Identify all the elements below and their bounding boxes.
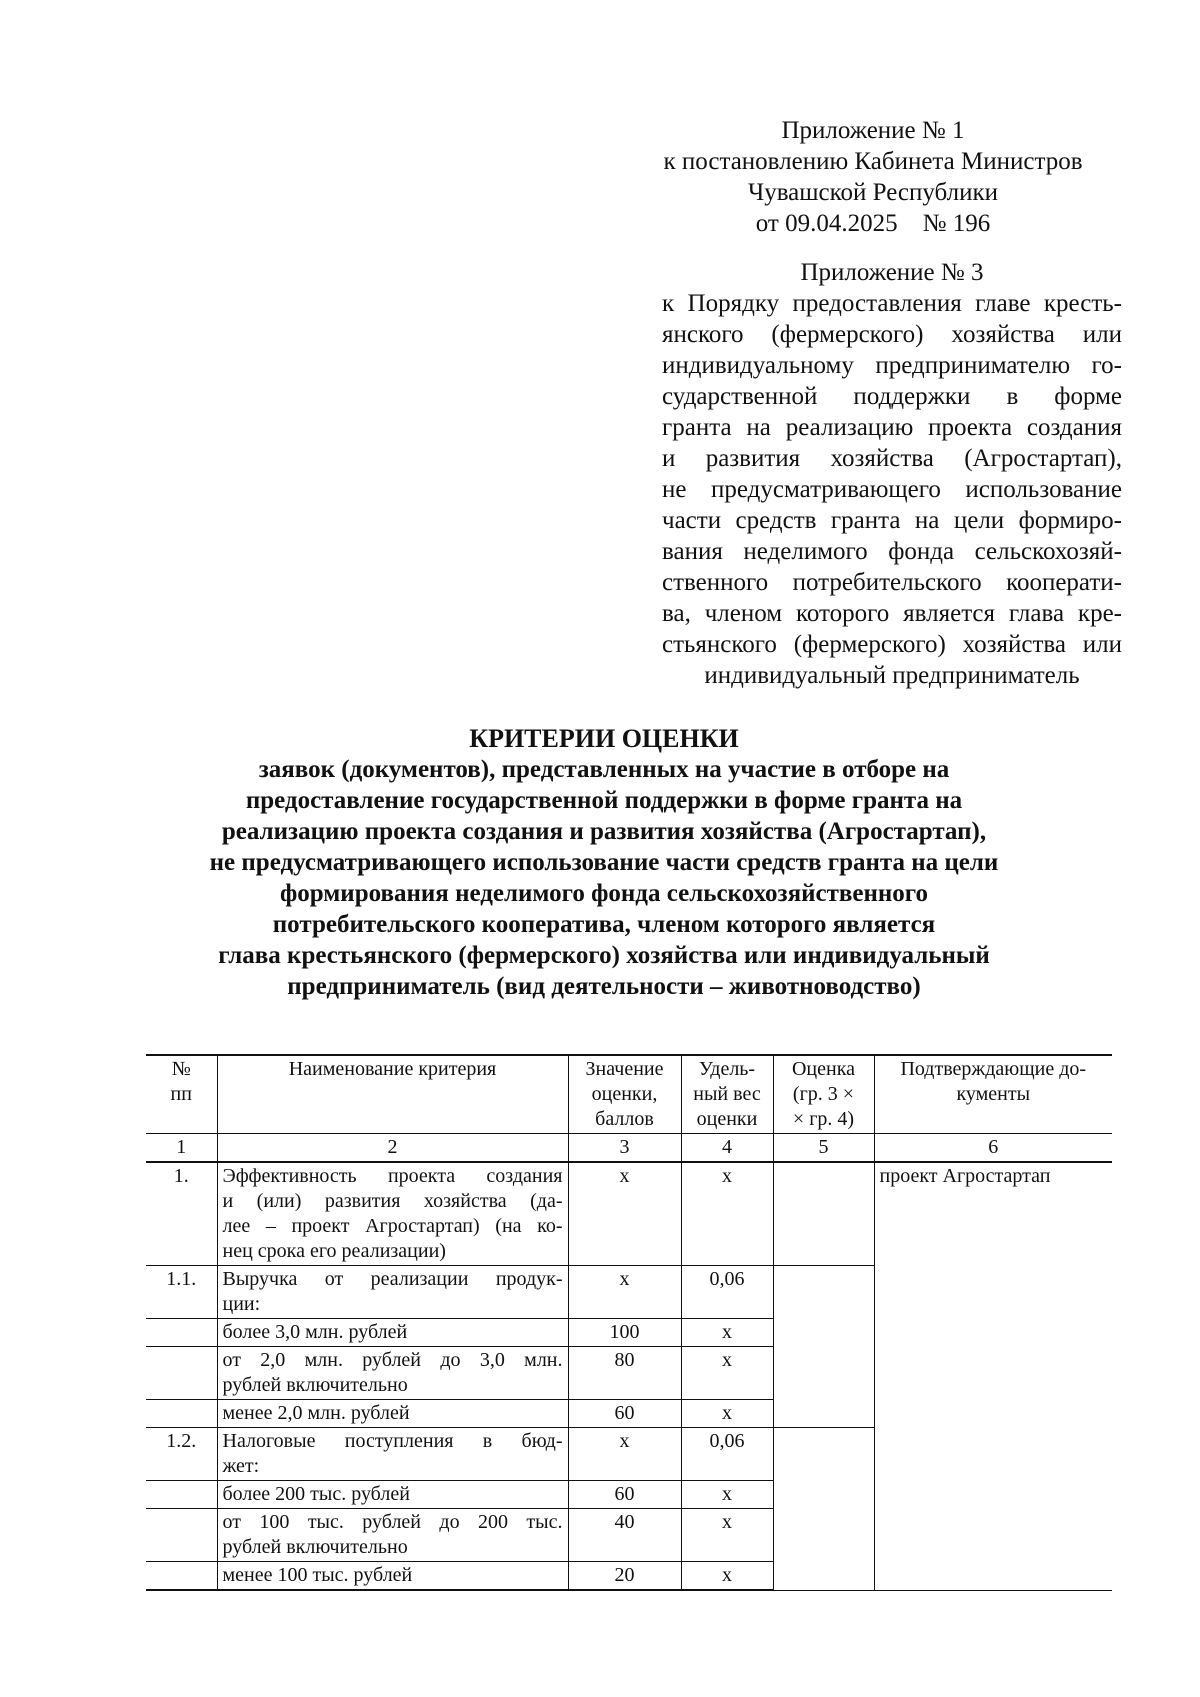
criterion-score bbox=[773, 1266, 874, 1428]
header-text: Значение bbox=[585, 1058, 664, 1080]
table-header-row bbox=[146, 1055, 1112, 1134]
criterion-line: Эффективность проекта создания bbox=[222, 1165, 563, 1187]
appendix-3-line: части средств гранта на цели формиро- bbox=[662, 507, 1122, 534]
header-text: пп bbox=[170, 1083, 192, 1105]
criterion-value: 60 bbox=[568, 1400, 681, 1428]
criterion-name bbox=[217, 1428, 568, 1481]
document-subheading-line: глава крестьянского (фермерского) хозяйства или индивидуальный bbox=[218, 942, 990, 969]
column-header-weight bbox=[681, 1055, 773, 1134]
column-header-documents bbox=[874, 1055, 1112, 1134]
header-text: Наименование критерия bbox=[288, 1058, 497, 1080]
criterion-line: более 3,0 млн. рублей bbox=[222, 1321, 408, 1343]
column-number-row bbox=[146, 1134, 1112, 1163]
row-number bbox=[146, 1562, 217, 1591]
criterion-value: х bbox=[568, 1162, 681, 1266]
header-text: баллов bbox=[595, 1108, 654, 1130]
document-subheading-line: предприниматель (вид деятельности – животноводство) bbox=[287, 973, 921, 1000]
document-subheading-line: предоставление государственной поддержки в форме гранта на bbox=[245, 787, 963, 814]
criterion-weight: х bbox=[681, 1481, 773, 1509]
column-number: 3 bbox=[568, 1134, 681, 1163]
column-header-score bbox=[773, 1055, 874, 1134]
criterion-name bbox=[217, 1481, 568, 1509]
column-number: 5 bbox=[773, 1134, 874, 1163]
document-subheading-line: реализацию проекта создания и развития хозяйства (Агростартап), bbox=[221, 818, 987, 845]
appendix-3-line: вания неделимого фонда сельскохозяй- bbox=[662, 538, 1122, 565]
criterion-name bbox=[217, 1319, 568, 1347]
appendix-1-title: Приложение № 1 bbox=[781, 117, 965, 144]
row-number bbox=[146, 1400, 217, 1428]
column-number: 4 bbox=[681, 1134, 773, 1163]
appendix-3-line: индивидуальному предпринимателю го- bbox=[662, 352, 1122, 379]
appendix-3-header bbox=[662, 257, 1122, 691]
criteria-table bbox=[146, 1054, 1112, 1591]
header-text: оценки, bbox=[591, 1083, 658, 1105]
criterion-weight: х bbox=[681, 1562, 773, 1591]
appendix-3-line: индивидуальный предприниматель bbox=[704, 662, 1080, 689]
row-number: 1.1. bbox=[146, 1266, 217, 1319]
appendix-1-header bbox=[640, 115, 1106, 239]
column-number: 1 bbox=[146, 1134, 217, 1163]
appendix-3-line: к Порядку предоставления главе кресть- bbox=[662, 290, 1122, 317]
appendix-3-line: стьянского (фермерского) хозяйства или bbox=[662, 631, 1122, 658]
criterion-name bbox=[217, 1562, 568, 1591]
header-text: Подтверждающие до- bbox=[900, 1058, 1087, 1080]
criterion-score bbox=[773, 1428, 874, 1591]
confirming-documents: проект Агростартап bbox=[874, 1162, 1112, 1590]
header-text: Удель- bbox=[698, 1058, 756, 1080]
criterion-name bbox=[217, 1266, 568, 1319]
criterion-name bbox=[217, 1162, 568, 1266]
appendix-3-line: гранта на реализацию проекта создания bbox=[662, 414, 1122, 441]
column-number: 6 bbox=[874, 1134, 1112, 1163]
document-subheading-line: формирования неделимого фонда сельскохозяйственного bbox=[279, 880, 929, 907]
column-header-number bbox=[146, 1055, 217, 1134]
criterion-value: 100 bbox=[568, 1319, 681, 1347]
criterion-weight: х bbox=[681, 1509, 773, 1562]
criterion-line: Налоговые поступления в бюд- bbox=[222, 1430, 563, 1452]
criterion-line: более 200 тыс. рублей bbox=[222, 1483, 410, 1505]
criterion-weight: 0,06 bbox=[681, 1266, 773, 1319]
appendix-1-line: Чувашской Республики bbox=[747, 179, 999, 206]
table-row bbox=[146, 1162, 1112, 1266]
criterion-value: 40 bbox=[568, 1509, 681, 1562]
appendix-3-line: сударственной поддержки в форме bbox=[662, 383, 1122, 410]
criterion-line: от 2,0 млн. рублей до 3,0 млн. bbox=[222, 1349, 563, 1371]
appendix-3-text bbox=[662, 288, 1122, 691]
header-text: № bbox=[171, 1058, 191, 1080]
document-heading: КРИТЕРИИ ОЦЕНКИ bbox=[469, 724, 739, 753]
document-title bbox=[130, 723, 1078, 1002]
criterion-weight: х bbox=[681, 1319, 773, 1347]
criterion-line: лее – проект Агростартап) (на ко- bbox=[222, 1215, 563, 1237]
column-header-criterion bbox=[217, 1055, 568, 1134]
criterion-value: 60 bbox=[568, 1481, 681, 1509]
criterion-weight: х bbox=[681, 1347, 773, 1400]
appendix-3-line: и развития хозяйства (Агростартап), bbox=[662, 445, 1122, 472]
criterion-name bbox=[217, 1347, 568, 1400]
criterion-line: Выручка от реализации продук- bbox=[222, 1268, 563, 1290]
criterion-line: менее 100 тыс. рублей bbox=[222, 1564, 413, 1586]
document-subheading-line: потребительского кооператива, членом которого является bbox=[272, 911, 936, 938]
criterion-name bbox=[217, 1400, 568, 1428]
criterion-value: х bbox=[568, 1428, 681, 1481]
row-number: 1. bbox=[146, 1162, 217, 1266]
criterion-name bbox=[217, 1509, 568, 1562]
criterion-value: х bbox=[568, 1266, 681, 1319]
appendix-3-line: ва, членом которого является глава кре- bbox=[662, 600, 1122, 627]
criterion-line: рублей включительно bbox=[222, 1374, 408, 1396]
header-text: кументы bbox=[956, 1083, 1031, 1105]
row-number: 1.2. bbox=[146, 1428, 217, 1481]
criterion-line: нец срока его реализации) bbox=[222, 1240, 446, 1262]
criterion-line: жет: bbox=[222, 1455, 260, 1477]
criterion-line: менее 2,0 млн. рублей bbox=[222, 1402, 410, 1424]
criterion-weight: х bbox=[681, 1162, 773, 1266]
column-header-value bbox=[568, 1055, 681, 1134]
row-number bbox=[146, 1347, 217, 1400]
criterion-score bbox=[773, 1162, 874, 1266]
header-text: Оценка bbox=[791, 1058, 856, 1080]
criterion-line: ции: bbox=[222, 1293, 261, 1315]
document-subheading-line: заявок (документов), представленных на участие в отборе на bbox=[258, 756, 950, 783]
document-subheading-line: не предусматривающего использование части средств гранта на цели bbox=[209, 849, 999, 876]
appendix-1-line: к постановлению Кабинета Министров bbox=[663, 148, 1083, 175]
criterion-line: рублей включительно bbox=[222, 1536, 408, 1558]
column-number: 2 bbox=[217, 1134, 568, 1163]
appendix-3-line: янского (фермерского) хозяйства или bbox=[662, 321, 1122, 348]
appendix-3-line: не предусматривающего использование bbox=[662, 476, 1122, 503]
header-text: ный вес bbox=[693, 1083, 761, 1105]
criterion-line: и (или) развития хозяйства (да- bbox=[222, 1190, 563, 1212]
row-number bbox=[146, 1481, 217, 1509]
appendix-1-date-number: от 09.04.2025 № 196 bbox=[755, 210, 991, 237]
row-number bbox=[146, 1319, 217, 1347]
appendix-3-title: Приложение № 3 bbox=[800, 259, 984, 286]
criterion-value: 20 bbox=[568, 1562, 681, 1591]
criterion-weight: 0,06 bbox=[681, 1428, 773, 1481]
criterion-weight: х bbox=[681, 1400, 773, 1428]
appendix-3-line: ственного потребительского кооперати- bbox=[662, 569, 1122, 596]
header-text: × гр. 4) bbox=[792, 1108, 855, 1130]
criterion-value: 80 bbox=[568, 1347, 681, 1400]
header-text: (гр. 3 × bbox=[792, 1083, 855, 1105]
criterion-line: от 100 тыс. рублей до 200 тыс. bbox=[222, 1511, 563, 1533]
row-number bbox=[146, 1509, 217, 1562]
header-text: оценки bbox=[696, 1108, 758, 1130]
